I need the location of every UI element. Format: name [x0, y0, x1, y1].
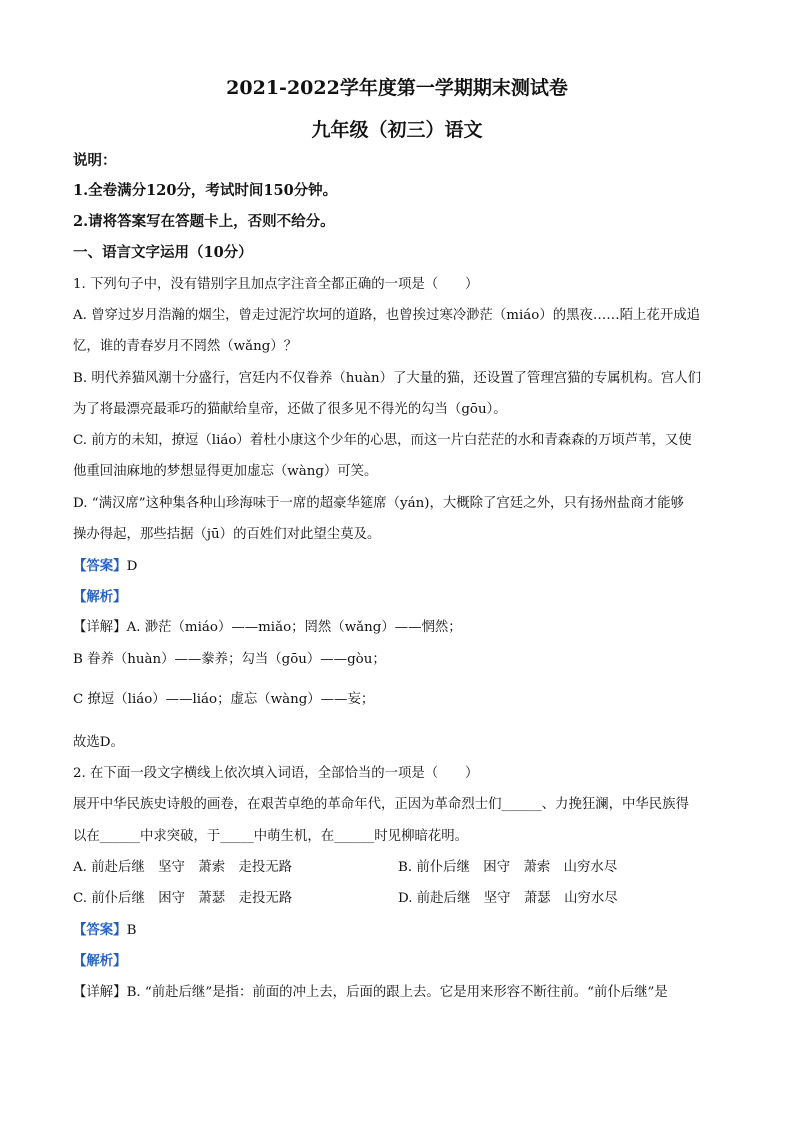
instruction-item-1: 1.全卷满分120分，考试时间150分钟。	[73, 182, 338, 199]
answer-tag: 【答案】	[73, 922, 127, 938]
q1-option-c-line2: 他重回油麻地的梦想显得更加虚忘（wàng）可笑。	[73, 464, 378, 479]
q2-option-c: C. 前仆后继 困守 萧瑟 走投无路	[73, 891, 293, 906]
q2-stem: 2. 在下面一段文字横线上依次填入词语，全部恰当的一项是（ ）	[73, 766, 479, 781]
answer-value: B	[126, 923, 137, 938]
q2-answer	[73, 921, 136, 940]
q2-option-b: B. 前仆后继 困守 萧索 山穷水尽	[398, 860, 618, 875]
q1-analysis	[73, 588, 127, 607]
q2-option-a: A. 前赴后继 坚守 萧索 走投无路	[73, 860, 293, 875]
q1-detail-line3: C 撩逗（liáo）——liáo；虚忘（wàng）——妄；	[73, 692, 375, 707]
detail-text: B. “前赴后继”是指：前面的冲上去，后面的跟上去。它是用来形容不断往前。“前仆后继”是	[126, 985, 668, 1000]
q2-text-line1: 展开中华民族史诗般的画卷，在艰苦卓绝的革命年代，正因为革命烈士们______、力挽狂澜，中华民族得	[73, 797, 689, 812]
detail-tag: 【详解】	[73, 985, 127, 1000]
q1-option-d-line2: 操办得起，那些拮据（jū）的百姓们对此望尘莫及。	[73, 527, 381, 542]
q2-option-d: D. 前赴后继 坚守 萧瑟 山穷水尽	[398, 891, 618, 906]
q1-stem: 1. 下列句子中，没有错别字且加点字注音全都正确的一项是（ ）	[73, 277, 479, 292]
q1-answer	[73, 557, 137, 576]
q1-conclusion: 故选D。	[73, 735, 124, 750]
q2-analysis	[73, 952, 127, 971]
answer-tag: 【答案】	[73, 558, 127, 574]
exam-title: 2021-2022学年度第一学期期末测试卷	[226, 77, 568, 99]
detail-tag: 【详解】	[73, 620, 127, 635]
q1-option-c-line1: C. 前方的未知，撩逗（liáo）着杜小康这个少年的心思，而这一片白茫茫的水和青森森的万顷芦苇，又使	[73, 433, 692, 448]
instructions-heading: 说明：	[73, 152, 117, 169]
analysis-tag: 【解析】	[73, 953, 127, 969]
detail-text: A. 渺茫（miáo）——miǎo；罔然（wǎng）——惘然；	[126, 620, 462, 635]
exam-subtitle: 九年级（初三）语文	[311, 119, 483, 141]
q2-detail-line1	[73, 984, 668, 1002]
q1-detail-line1	[73, 619, 462, 637]
answer-value: D	[126, 559, 138, 574]
q1-option-a-line2: 忆，谁的青春岁月不罔然（wǎng）？	[73, 339, 298, 354]
q1-option-d-line1: D. “满汉席”这种集各种山珍海味于一席的超豪华筵席（yán)，大概除了宫廷之外，只有扬州盐商才能够	[73, 496, 684, 511]
q1-option-b-line1: B. 明代养猫风潮十分盛行，宫廷内不仅眷养（huàn）了大量的猫，还设置了管理宫猫的专属机构。宫人们	[73, 371, 702, 386]
q1-option-a-line1: A. 曾穿过岁月浩瀚的烟尘，曾走过泥泞坎坷的道路，也曾挨过寒冷渺茫（miáo）的黑夜……陌上花开成追	[73, 308, 701, 323]
analysis-tag: 【解析】	[73, 589, 127, 605]
q2-text-line2: 以在______中求突破，于_____中萌生机，在______时见柳暗花明。	[73, 829, 469, 844]
instruction-item-2: 2.请将答案写在答题卡上，否则不给分。	[73, 213, 335, 230]
q1-detail-line2: B 眷养（huàn）——豢养；勾当（gōu）——gòu；	[73, 652, 386, 667]
q1-option-b-line2: 为了将最漂亮最乖巧的猫献给皇帝，还做了很多见不得光的勾当（gōu）。	[73, 402, 507, 417]
section-heading: 一、语言文字运用（10分）	[73, 244, 253, 261]
